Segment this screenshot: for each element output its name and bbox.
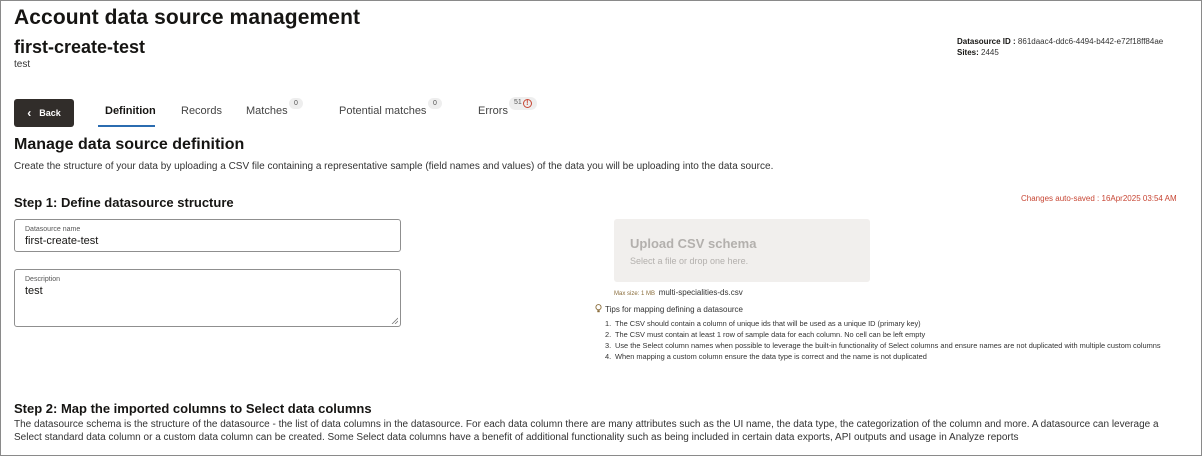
tip-text: When mapping a custom column ensure the data type is correct and the name is not duplicated bbox=[615, 352, 927, 361]
chevron-left-icon: ‹ bbox=[27, 106, 32, 120]
tip-text: The CSV must contain at least 1 row of sample data for each column. No cell can be left empty bbox=[615, 330, 926, 339]
tab-label: Definition bbox=[105, 105, 156, 117]
tab-errors[interactable] bbox=[478, 105, 508, 117]
datasource-title: first-create-test bbox=[14, 37, 146, 57]
upload-info bbox=[614, 288, 743, 297]
list-item: 3. Use the Select column names when possible to leverage the built-in functionality of Select columns and ensure names are not duplicated with multiple custom columns bbox=[605, 341, 1161, 350]
tip-text: The CSV should contain a column of unique ids that will be used as a unique ID (primary key) bbox=[615, 319, 921, 328]
step2-title: Step 2: Map the imported columns to Select data columns bbox=[14, 401, 372, 416]
list-item: 4. When mapping a custom column ensure the data type is correct and the name is not duplicated bbox=[605, 352, 927, 361]
potential-matches-count-badge: 0 bbox=[428, 98, 442, 109]
upload-title: Upload CSV schema bbox=[630, 236, 757, 251]
list-item: 1. The CSV should contain a column of unique ids that will be used as a unique ID (primary key) bbox=[605, 319, 921, 328]
back-button[interactable] bbox=[14, 99, 74, 127]
sites-value: 2445 bbox=[981, 48, 999, 57]
description-value: test bbox=[25, 285, 43, 297]
lightbulb-icon bbox=[595, 304, 602, 313]
step2-description: The datasource schema is the structure of the datasource - the list of data columns in the datasource. For each data column there are many attributes such as the UI name, the data type, the categorization of the column and more. A datasource can leverage a Select standard data column or a custom data column can be created. Some Select data columns have a benefit of additional functionality such as being included in certain data exports, API outputs and usage in Analyze reports bbox=[14, 419, 1159, 443]
back-button-label: Back bbox=[39, 108, 61, 118]
upload-hint: Select a file or drop one here. bbox=[630, 256, 749, 266]
tab-definition[interactable] bbox=[105, 105, 156, 117]
datasource-subtitle: test bbox=[14, 59, 31, 70]
description-field[interactable] bbox=[14, 269, 401, 327]
autosave-status: Changes auto-saved : 16Apr2025 03:54 AM bbox=[1021, 194, 1177, 203]
tips-heading bbox=[595, 304, 743, 314]
datasource-name-field[interactable] bbox=[14, 219, 401, 252]
datasource-id-label: Datasource ID : bbox=[957, 37, 1016, 46]
tab-matches[interactable] bbox=[246, 105, 288, 117]
datasource-name-value: first-create-test bbox=[25, 235, 99, 247]
errors-count-badge bbox=[509, 97, 537, 110]
tab-label: Records bbox=[181, 105, 222, 117]
sites-label: Sites: bbox=[957, 48, 979, 57]
uploaded-file-name: multi-specialities-ds.csv bbox=[658, 288, 743, 297]
datasource-name-label: Datasource name bbox=[25, 226, 81, 233]
error-icon: ! bbox=[523, 99, 532, 108]
page-title: Account data source management bbox=[14, 6, 361, 29]
description-label: Description bbox=[25, 276, 61, 283]
tab-label: Potential matches bbox=[339, 105, 427, 117]
tab-label: Matches bbox=[246, 105, 288, 117]
section-intro: Create the structure of your data by uploading a CSV file containing a representative sample (field names and values) of the data you will be uploading into the data source. bbox=[14, 161, 774, 172]
tab-records[interactable] bbox=[181, 105, 222, 117]
datasource-id-value: 861daac4-ddc6-4494-b442-e72f18ff84ae bbox=[1017, 37, 1164, 46]
tip-text: Use the Select column names when possible to leverage the built-in functionality of Select columns and ensure names are not duplicated with multiple custom columns bbox=[615, 341, 1161, 350]
tips-title: Tips for mapping defining a datasource bbox=[605, 305, 744, 314]
resize-handle-icon[interactable] bbox=[391, 317, 398, 324]
upload-csv-dropzone[interactable] bbox=[614, 219, 870, 282]
max-size-label: Max size: 1 MB bbox=[614, 291, 656, 297]
errors-count: 51 bbox=[514, 99, 522, 106]
tips-list bbox=[605, 318, 1170, 362]
active-tab-indicator bbox=[98, 125, 155, 127]
section-title: Manage data source definition bbox=[14, 136, 245, 153]
matches-count-badge: 0 bbox=[289, 98, 303, 109]
tab-label: Errors bbox=[478, 105, 508, 117]
step1-title: Step 1: Define datasource structure bbox=[14, 195, 234, 210]
list-item: 2. The CSV must contain at least 1 row of sample data for each column. No cell can be left empty bbox=[605, 330, 926, 339]
tab-potential-matches[interactable] bbox=[339, 105, 426, 117]
datasource-meta bbox=[957, 36, 1163, 58]
